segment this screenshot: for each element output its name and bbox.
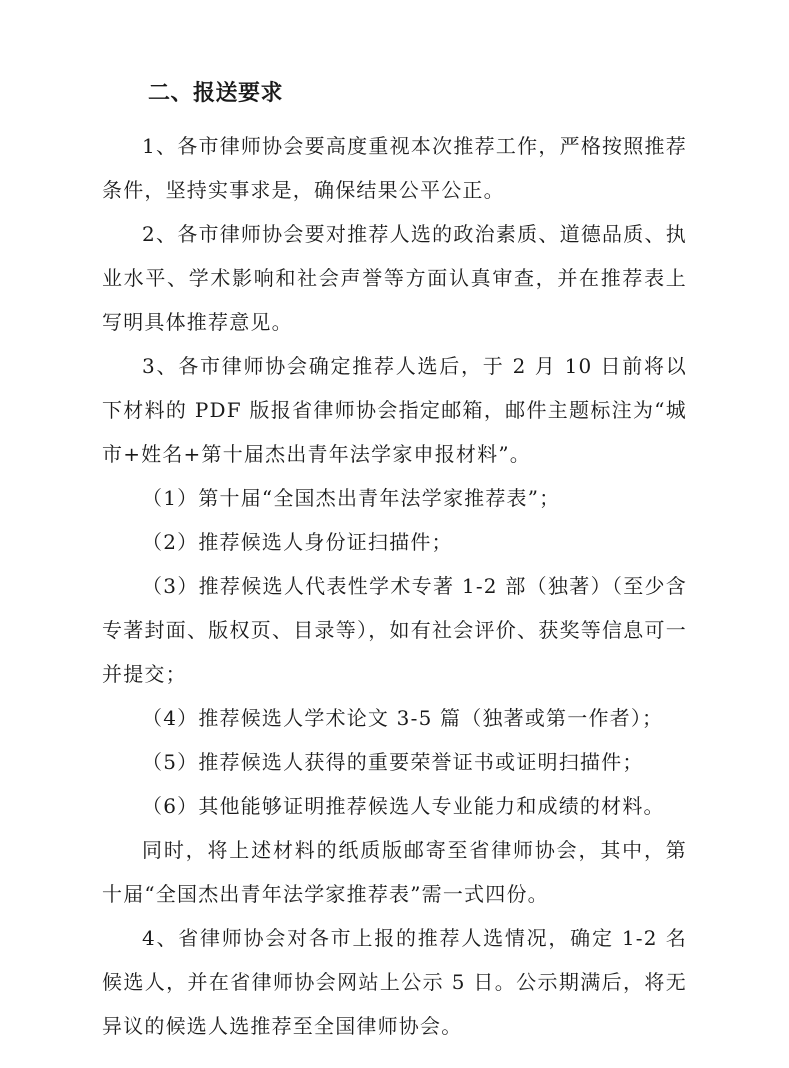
paragraph-item-4: 4、省律师协会对各市上报的推荐人选情况，确定 1-2 名候选人，并在省律师协会网站上公示 5 日。公示期满后，将无异议的候选人选推荐至全国律师协会。	[102, 926, 687, 1038]
list-item-4: （4）推荐候选人学术论文 3-5 篇（独著或第一作者）；	[142, 706, 664, 730]
section-heading: 二、报送要求	[148, 81, 284, 106]
paragraph-item-2: 2、各市律师协会要对推荐人选的政治素质、道德品质、执业水平、学术影响和社会声誉等方面认真审查，并在推荐表上写明具体推荐意见。	[102, 222, 687, 334]
list-item-2: （2）推荐候选人身份证扫描件；	[142, 530, 453, 554]
list-item-1: （1）第十届“全国杰出青年法学家推荐表”；	[142, 486, 561, 510]
list-item-5: （5）推荐候选人获得的重要荣誉证书或证明扫描件；	[142, 750, 644, 774]
paragraph-mail-note: 同时，将上述材料的纸质版邮寄至省律师协会，其中，第十届“全国杰出青年法学家推荐表”需一式四份。	[102, 838, 687, 906]
paragraph-item-1: 1、各市律师协会要高度重视本次推荐工作，严格按照推荐条件，坚持实事求是，确保结果公平公正。	[102, 134, 687, 202]
list-item-3: （3）推荐候选人代表性学术专著 1-2 部（独著）（至少含专著封面、版权页、目录等），如有社会评价、获奖等信息可一并提交；	[102, 574, 687, 686]
list-item-6: （6）其他能够证明推荐候选人专业能力和成绩的材料。	[142, 794, 665, 818]
paragraph-item-3: 3、各市律师协会确定推荐人选后，于 2 月 10 日前将以下材料的 PDF 版报省律师协会指定邮箱，邮件主题标注为“城市+姓名+第十届杰出青年法学家申报材料”。	[102, 354, 687, 466]
